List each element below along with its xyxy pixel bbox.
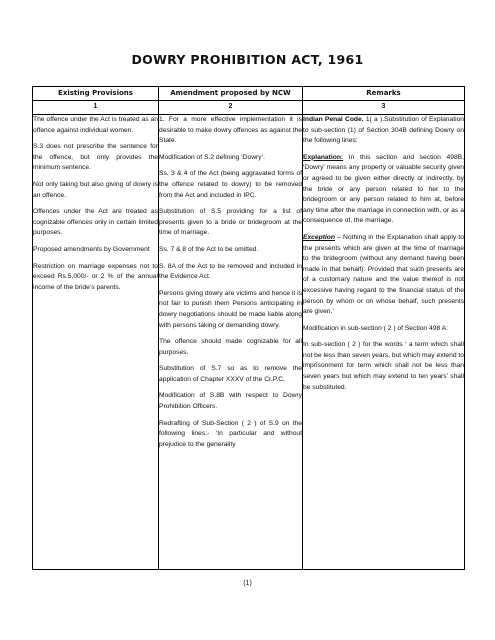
remarks-paragraph-explanation: [303, 153, 464, 227]
ipc-label: Indian Penal Code.: [303, 116, 364, 123]
remarks-paragraph-modification: Modification in sub-section ( 2 ) of Section 498 A:: [303, 324, 448, 332]
amendment-paragraph: Persons giving dowry are victims and hence it is not fair to punish them Persons anticipating in dowry negotiations should be made liable along with persons taking or demanding dowry.: [159, 289, 302, 329]
remarks-paragraph-ipc: [303, 115, 464, 147]
header-remarks: Remarks: [303, 87, 465, 101]
amendment-cell: [159, 115, 303, 570]
existing-provisions-cell: [33, 115, 159, 570]
document-title: DOWRY PROHIBITION ACT, 1961: [131, 52, 364, 67]
amendment-paragraph: Ss. 7 & 8 of the Act to be omitted.: [159, 245, 259, 253]
explanation-text: In this section and section 498B, ‘Dowry’ means any property or valuable security given or agreed to be given either directly or indirectly, by the bride or any person related to her to the bridegroom or any person related to him at, before any time after the marriage in connection with, or as a consequence of, the marriage.: [303, 153, 464, 225]
ipc-text: 1( a ).Substitution of Explanation to sub-section (1) of Section 304B defining Dowry on the following lines:: [303, 116, 465, 145]
header-row: [33, 87, 465, 101]
explanation-label: Explanation:: [303, 153, 344, 161]
column-number-row: [33, 101, 465, 115]
remarks-paragraph-substitution: In sub-section ( 2 ) for the words ‘ a term which shall not be less than seven years, but which may extend to imprisonment for term which shall not be less than seven years but which may extend to ten years’ shall be substituted.: [303, 341, 464, 391]
provision-paragraph: Not only taking but also giving of dowry is an offence.: [33, 180, 158, 199]
provision-paragraph: Offences under the Act are treated as cognizable offences only in certain limited purposes.: [33, 208, 158, 237]
column-number-3: 3: [303, 101, 465, 115]
exception-label: Exception: [303, 233, 335, 241]
provision-paragraph: Restriction on marriage expenses not to exceed Rs.5,000/- or 2 % of the annual income of the bride’s parents.: [33, 262, 158, 291]
amendment-paragraph: Redrafting of Sub-Section ( 2 ) of S.9 on the following lines:- ‘In particular and without prejudice to the generality: [159, 419, 302, 448]
amendment-paragraph: 1. For a more effective implementation it is desirable to make dowry offences as against the State.: [159, 116, 302, 145]
amendment-paragraph: Modification of S.8B with respect to Dowry Prohibition Officers.: [159, 392, 302, 411]
page-number: (1): [243, 580, 252, 587]
amendment-paragraph: The offence should made cognizable for all purposes.: [159, 338, 302, 356]
amendment-paragraph: S. 8A of the Act to be removed and included in the Evidence Act.: [159, 262, 302, 281]
provision-paragraph: The offence under the Act is treated as an offence against individual women.: [33, 116, 158, 134]
amendment-paragraph: Ss. 3 & 4 of the Act (being aggravated forms of the offence related to dowry) to be removed from the Act and included in IPC.: [159, 170, 302, 199]
amendment-paragraph: Substitution of S.7 so as to remove the application of Chapter XXXV of the Cr.P.C,: [159, 365, 302, 383]
provision-paragraph: Proposed amendments by Government: [33, 245, 150, 253]
column-number-1: 1: [33, 101, 159, 115]
amendment-paragraph: Modification of S.2 defining ‘Dowry’.: [159, 153, 265, 161]
remarks-cell: [303, 115, 465, 570]
amendment-paragraph: Substitution of S.5 providing for a list of presents given to a bride or bridegroom at the time of marriage.: [159, 208, 302, 237]
column-number-2: 2: [159, 101, 303, 115]
remarks-paragraph-exception: [303, 233, 464, 318]
provisions-table: [32, 86, 465, 570]
provision-paragraph: S.3 does not prescribe the sentence for the offence, but only provides the minimum sentence.: [33, 143, 158, 172]
content-row: [33, 115, 465, 570]
header-amendment-proposed: Amendment proposed by NCW: [159, 87, 303, 101]
exception-text: – Nothing in the Explanation shall apply to the presents which are given at the time of marriage to the bridegroom (without any demand having been made in that behalf): Provided that such presents are of a customary nature and the value thereof is not excessive having regard to the financial status of the person by whom or on whose behalf, such presents are given.’: [303, 233, 464, 316]
header-existing-provisions: Existing Provisions: [33, 87, 159, 101]
